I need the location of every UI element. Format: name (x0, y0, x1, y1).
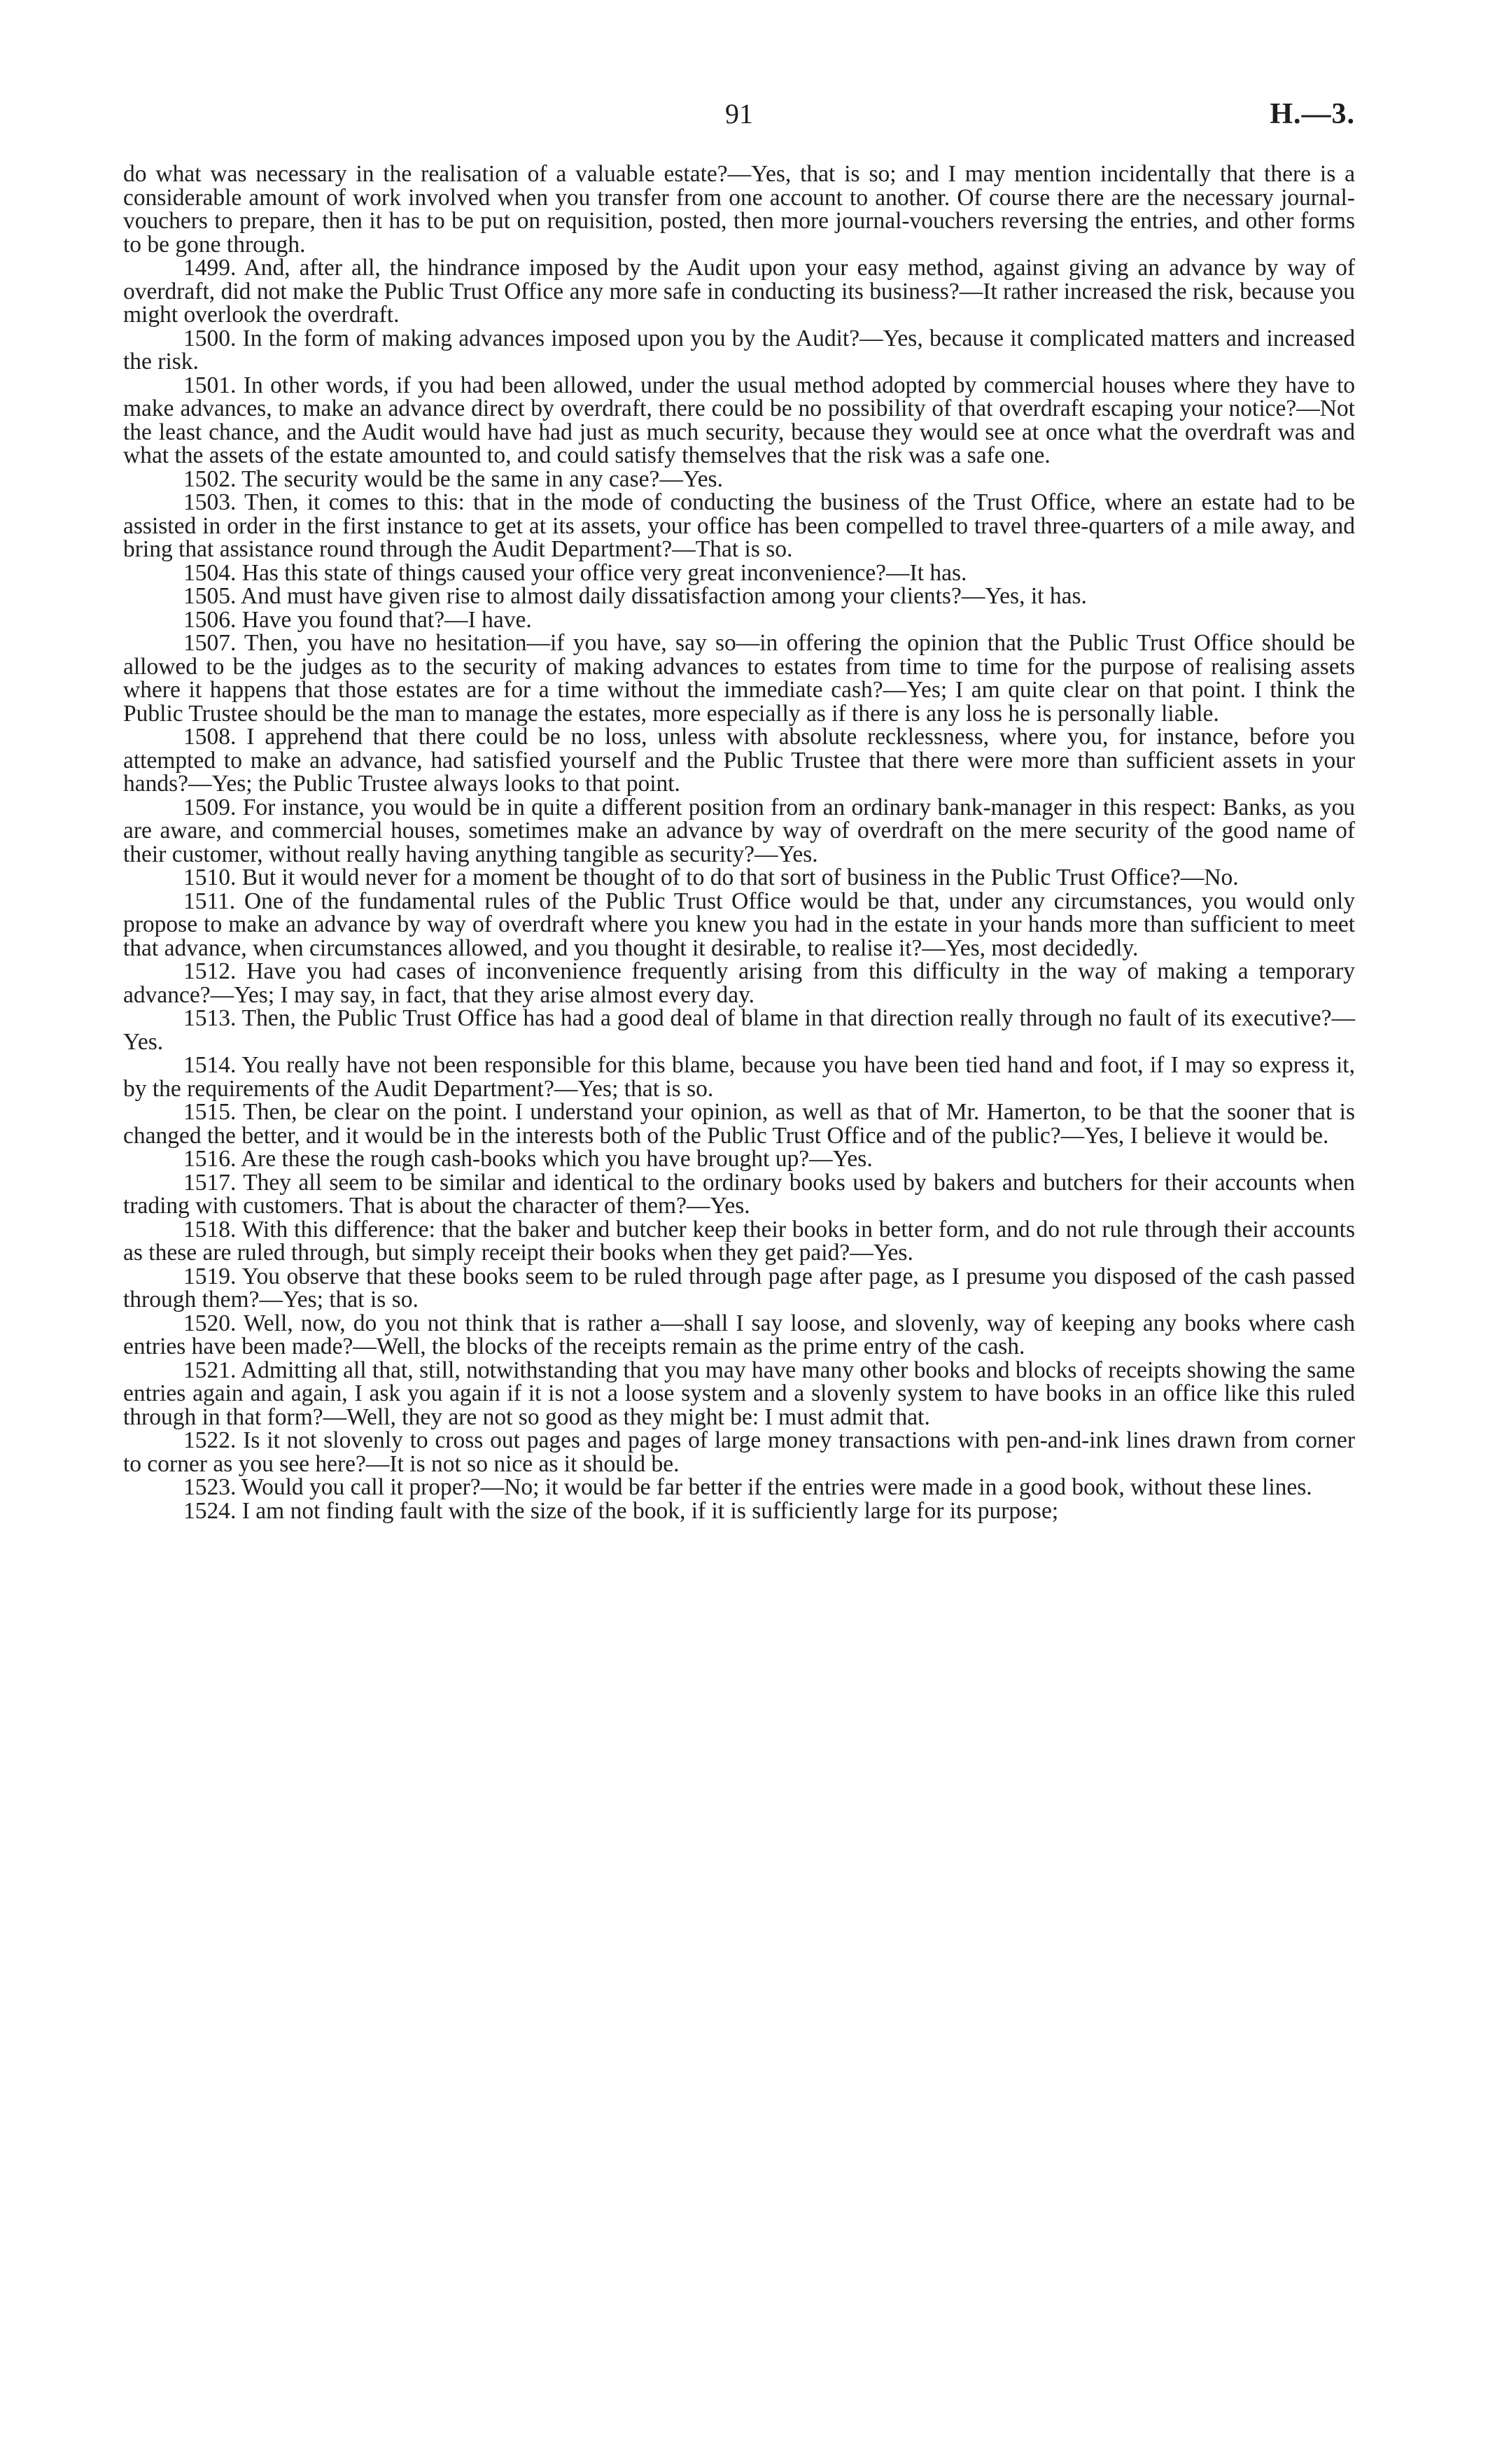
question-paragraph (123, 1100, 1355, 1147)
question-number: 1505. (183, 583, 237, 609)
question-number: 1502. (183, 465, 237, 492)
question-paragraph (123, 1359, 1355, 1429)
question-number: 1522. (183, 1427, 237, 1453)
paragraph-text: do what was necessary in the realisation of a valuable estate?—Yes, that is so; and I may mention incidentally that there is a considerable amount of work involved when you transfer from one account to another. Of course there are the necessary journal-vouchers to prepare, then it has to be put on requisition, posted, then more journal-vouchers reversing the entries, and other forms to be gone through. (123, 161, 1355, 258)
question-number: 1503. (183, 489, 237, 515)
question-number: 1506. (183, 606, 237, 633)
paragraph-text: They all seem to be similar and identical to the ordinary books used by bakers and butchers for their accounts when trading with customers. That is about the character of them?—Yes. (123, 1169, 1355, 1219)
paragraph-text: In other words, if you had been allowed, under the usual method adopted by commercial houses where they have to make advances, to make an advance direct by overdraft, there could be no possibility of that overdraft escaping your notice?—Not the least chance, and the Audit would have had just as much security, because they would see at once what the overdraft was and what the assets of the estate amounted to, and could satisfy themselves that the risk was a safe one. (123, 372, 1356, 468)
question-number: 1516. (183, 1146, 237, 1172)
question-paragraph (123, 796, 1355, 867)
question-paragraph (123, 890, 1355, 960)
question-number: 1520. (183, 1310, 237, 1336)
question-paragraph (123, 631, 1355, 725)
question-number: 1521. (183, 1357, 237, 1383)
question-number: 1517. (183, 1169, 237, 1196)
question-paragraph (123, 561, 1355, 585)
question-paragraph (123, 1218, 1355, 1265)
question-paragraph (123, 374, 1355, 468)
question-paragraph (123, 1312, 1355, 1359)
question-paragraph (123, 1147, 1355, 1171)
paragraph-text: Would you call it proper?—No; it would be far better if the entries were made in a good book, without these lines. (241, 1474, 1312, 1500)
question-number: 1501. (183, 372, 237, 398)
paragraph-text: But it would never for a moment be thought of to do that sort of business in the Public Trust Office?—No. (241, 864, 1239, 890)
question-paragraph (123, 327, 1355, 374)
question-number: 1509. (183, 794, 237, 820)
page-number: 91 (725, 98, 753, 130)
question-number: 1523. (183, 1474, 237, 1500)
question-number: 1514. (183, 1052, 237, 1078)
paragraph-text: Have you had cases of inconvenience frequently arising from this difficulty in the way of making a temporary advance?—Yes; I may say, in fact, that they arise almost every day. (123, 958, 1355, 1008)
question-number: 1510. (183, 864, 237, 890)
testimony-text (123, 162, 1355, 1522)
paragraph-text: Well, now, do you not think that is rather a—shall I say loose, and slovenly, way of keeping any books where cash entries have been made?—Well, the blocks of the receipts remain as the prime entry of the cash. (123, 1310, 1355, 1359)
question-number: 1504. (183, 559, 237, 586)
question-number: 1519. (183, 1263, 237, 1289)
paragraph-text: Admitting all that, still, notwithstanding that you may have many other books and blocks of receipts showing the same entries again and again, I ask you again if it is not a loose system and a slovenly system to have books in an office like this ruled through in that form?—Well, they are not so good as they might be: I must admit that. (123, 1357, 1355, 1430)
question-number: 1518. (183, 1216, 237, 1242)
paragraph-text: With this difference: that the baker and butcher keep their books in better form, and do not rule through their accounts as these are ruled through, but simply receipt their books when they get paid?—Yes. (123, 1216, 1356, 1266)
paragraph-text: Then, be clear on the point. I understand your opinion, as well as that of Mr. Hamerton, to be that the sooner that is changed the better, and it would be in the interests both of the Public Trust Office and of the public?—Yes, I believe it would be. (123, 1099, 1356, 1149)
paragraph-text: Then, you have no hesitation—if you have, say so—in offering the opinion that the Public Trust Office should be allowed to be the judges as to the security of making advances to estates from time to time for the purpose of realising assets where it happens that those estates are for a time without the immediate cash?—Yes; I am quite clear on that point. I think the Public Trustee should be the man to manage the estates, more especially as if there is any loss he is personally liable. (123, 630, 1355, 727)
question-paragraph (123, 584, 1355, 608)
question-paragraph (123, 1429, 1355, 1476)
document-reference: H.—3. (1270, 98, 1355, 130)
question-paragraph (123, 1171, 1355, 1218)
question-number: 1513. (183, 1005, 237, 1031)
paragraph-text: Are these the rough cash-books which you have brought up?—Yes. (240, 1146, 873, 1172)
paragraph-text: Then, it comes to this: that in the mode of conducting the business of the Trust Office, where an estate had to be assisted in order in the first instance to get at its assets, your office has been compelled to travel three-quarters of a mile away, and bring that assistance round through the Audit Department?—That is so. (123, 489, 1355, 562)
paragraph-text: The security would be the same in any case?—Yes. (241, 465, 723, 492)
question-paragraph (123, 1499, 1355, 1523)
question-paragraph (123, 608, 1355, 632)
question-paragraph (123, 1476, 1355, 1499)
question-paragraph (123, 1007, 1355, 1054)
question-number: 1511. (183, 888, 236, 914)
question-number: 1500. (183, 325, 237, 351)
question-paragraph (123, 960, 1355, 1007)
paragraph-text: Have you found that?—I have. (241, 606, 532, 633)
question-paragraph (123, 465, 1355, 492)
page-header (123, 97, 1355, 132)
paragraph-text: I apprehend that there could be no loss, unless with absolute recklessness, where you, for instance, before you attempted to make an advance, had satisfied yourself and the Public Trustee that there were more than sufficient assets in your hands?—Yes; the Public Trustee always looks to that point. (123, 724, 1355, 797)
question-number: 1524. (183, 1497, 237, 1524)
question-number: 1508. (183, 724, 237, 750)
paragraph-text: Then, the Public Trust Office has had a good deal of blame in that direction really through no fault of its executive?—Yes. (123, 1005, 1355, 1055)
paragraph-text: In the form of making advances imposed upon you by the Audit?—Yes, because it complicated matters and increased the risk. (123, 325, 1356, 374)
question-paragraph (123, 1265, 1355, 1312)
paragraph-text: One of the fundamental rules of the Public Trust Office would be that, under any circumstances, you would only propose to make an advance by way of overdraft where you knew you had in the estate in your hands more than sufficient to meet that advance, when circumstances allowed, and you thought it desirable, to realise it?—Yes, most decidedly. (123, 888, 1355, 961)
question-paragraph (123, 256, 1355, 327)
paragraph-text: You really have not been responsible for this blame, because you have been tied hand and foot, if I may so express it, by the requirements of the Audit Department?—Yes; that is so. (123, 1052, 1355, 1102)
paragraph-text: For instance, you would be in quite a different position from an ordinary bank-manager in this respect: Banks, as you are aware, and commercial houses, sometimes make an advance by way of overdraft on the mere security of the good name of their customer, without really having anything tangible as security?—Yes. (123, 794, 1355, 867)
question-paragraph (123, 866, 1355, 890)
question-number: 1499. (183, 255, 237, 281)
paragraph-text: And, after all, the hindrance imposed by the Audit upon your easy method, against giving an advance by way of overdraft, did not make the Public Trust Office any more safe in conducting its business?—It rather increased the risk, because you might overlook the overdraft. (123, 255, 1355, 328)
question-paragraph (123, 491, 1355, 561)
paragraph-text: Has this state of things caused your office very great inconvenience?—It has. (241, 559, 967, 586)
paragraph-text: You observe that these books seem to be ruled through page after page, as I presume you disposed of the cash passed through them?—Yes; that is so. (123, 1263, 1355, 1312)
paragraph-continued (123, 162, 1355, 256)
paragraph-text: Is it not slovenly to cross out pages and pages of large money transactions with pen-and-ink lines drawn from corner to corner as you see here?—It is not so nice as it should be. (123, 1427, 1356, 1477)
paragraph-text: I am not finding fault with the size of the book, if it is sufficiently large for its purpose; (241, 1497, 1059, 1524)
question-number: 1507. (183, 630, 237, 656)
question-number: 1512. (183, 958, 237, 984)
question-paragraph (123, 1054, 1355, 1100)
paragraph-text: And must have given rise to almost daily dissatisfaction among your clients?—Yes, it has. (240, 583, 1087, 609)
question-number: 1515. (183, 1099, 237, 1125)
question-paragraph (123, 725, 1355, 796)
